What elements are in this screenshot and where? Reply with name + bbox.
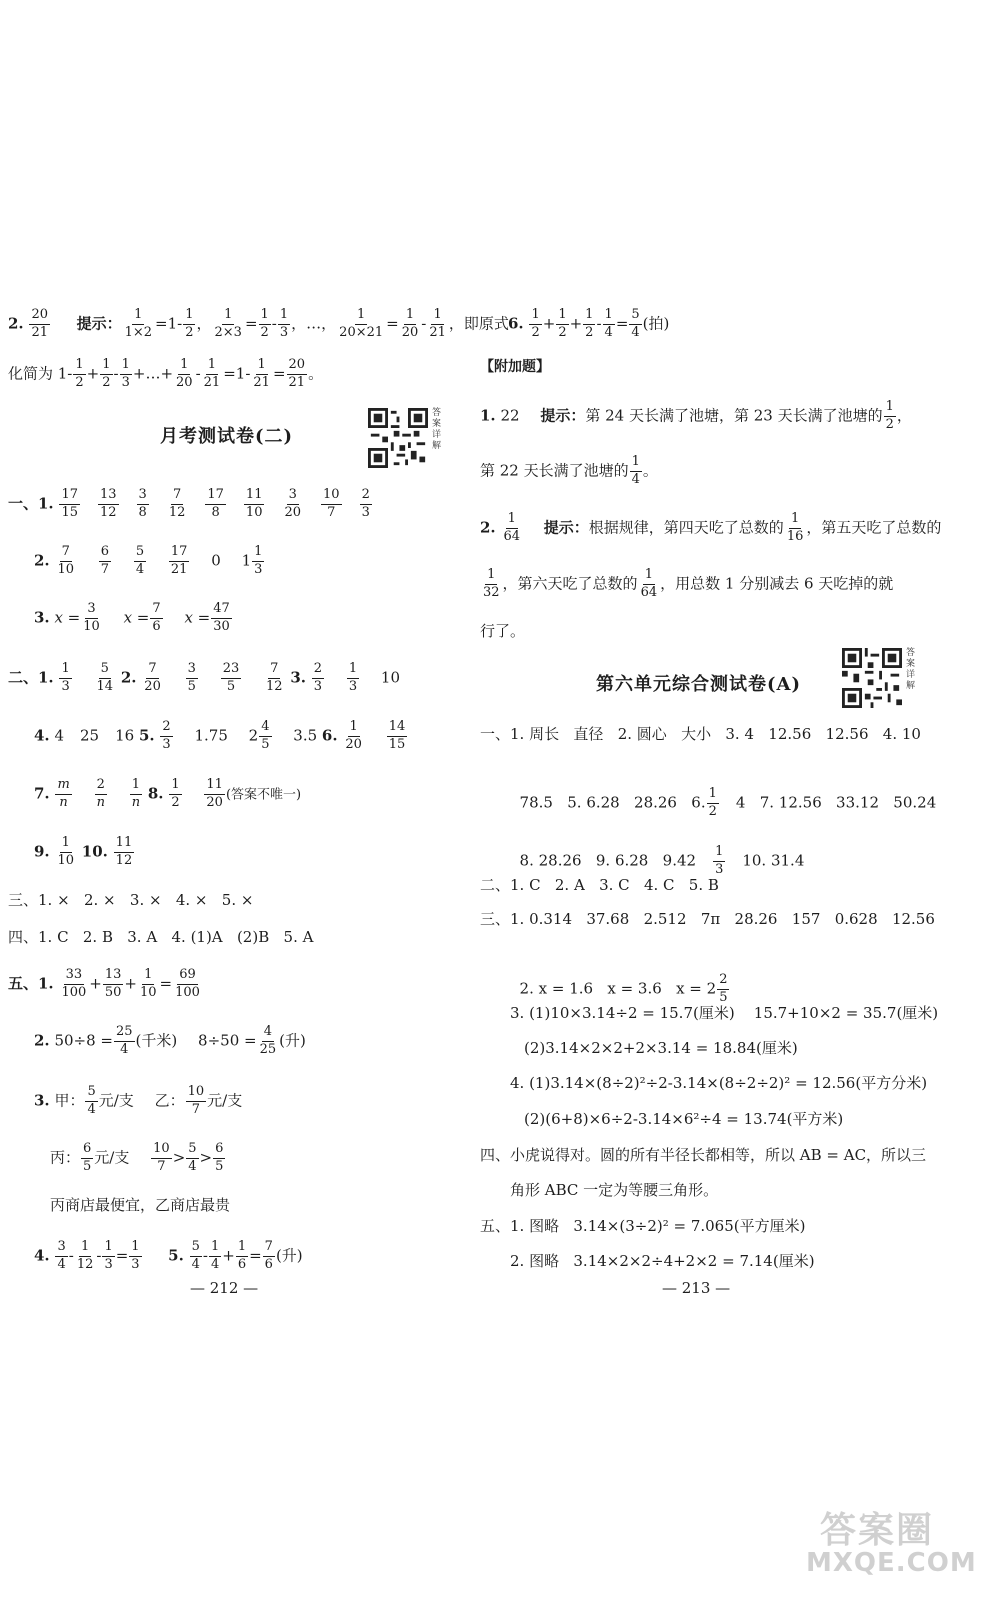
s2-q1: 二、1. $\frac{1}{3}$ $\frac{5}{14}$ 2. $\frac{7}{20}$ $\frac{3}{5}$ $\frac{23}{5}$ $\frac{7}{12}$ 3. $\frac{2}{3}$ $\frac{1}{3}$ 10 bbox=[8, 661, 401, 694]
qr-caption: 答案详解 bbox=[432, 408, 442, 451]
s4-answers: 四、1. C 2. B 3. A 4. (1)A (2)B 5. A bbox=[8, 928, 314, 946]
answer-2-simplify: 化简为 1- $\frac{1}{2}$ + $\frac{1}{2}$ - $\frac{1}{3}$ +…+ $\frac{1}{20}$ - $\frac{1}{21}$ =1- $\frac{1}{21}$ = $\frac{20}{21}$ 。 bbox=[8, 357, 324, 390]
r1-line3: 8. 28.26 9. 6.28 9.42 $\frac{1}{3}$ 10. 31.4 bbox=[519, 844, 805, 877]
fraction: $\frac{3}{20}$ bbox=[284, 487, 302, 520]
s5-q4-q5: 4. $\frac{3}{4}$ - $\frac{1}{12}$ - $\frac{1}{3}$ = $\frac{1}{3}$ 5. $\frac{5}{4}$ - $\frac{1}{4}$ + $\frac{1}{6}$ = $\frac{7}{6}$ (升) bbox=[34, 1239, 303, 1272]
r3-line1: 三、1. 0.314 37.68 2.512 7π 28.26 157 0.628 12.56 bbox=[480, 910, 935, 928]
r3-line3: 3. (1)10×3.14÷2 = 15.7(厘米) 15.7+10×2 = 35.7(厘米) bbox=[510, 1004, 939, 1022]
r-answer-6: 6. $\frac{1}{2}$ + $\frac{1}{2}$ + $\frac{1}{2}$ - $\frac{1}{4}$ = $\frac{5}{4}$ (拍) bbox=[508, 307, 670, 340]
page-number-left: — 212 — bbox=[190, 1279, 259, 1297]
fraction: $\frac{11}{10}$ bbox=[245, 487, 263, 520]
page-number-right: — 213 — bbox=[662, 1279, 731, 1297]
fraction: $\frac{17}{15}$ bbox=[61, 487, 78, 520]
s5-q1: 五、1. $\frac{33}{100}$ + $\frac{13}{50}$ + $\frac{1}{10}$ = $\frac{69}{100}$ bbox=[8, 967, 200, 1000]
r4-line1: 四、小虎说得对。圆的所有半径长都相等，所以 AB = AC，所以三 bbox=[480, 1146, 927, 1164]
s5-q3: 3. 甲： $\frac{5}{4}$ 元/支 乙： $\frac{10}{7}$ 元/支 bbox=[34, 1084, 243, 1117]
answer-2-hint: 2. $\frac{20}{21}$ 提示： $\frac{1}{1\times 2}$ =1- $\frac{1}{2}$ ， $\frac{1}{2\times 3}$ = $\frac{1}{2}$ - $\frac{1}{3}$ ，…， $\frac{1}{20\times 21}$ = $\frac{1}{20}$ - $\frac{1}{21}$ ，即原式 bbox=[8, 307, 509, 340]
extra-questions-heading: 【附加题】 bbox=[480, 359, 550, 375]
s5-q3-compare: 丙： $\frac{6}{5}$ 元/支 $\frac{10}{7}$ > $\frac{5}{4}$ > $\frac{6}{5}$ bbox=[50, 1141, 224, 1174]
s1-q2: 2. $\frac{7}{10}$ $\frac{6}{7}$ $\frac{5}{4}$ $\frac{17}{21}$ 0 1 $\frac{1}{3}$ bbox=[34, 544, 263, 577]
fraction: $\frac{3}{8}$ bbox=[138, 487, 147, 520]
extra-q2: 2. $\frac{1}{64}$ 提示：根据规律，第四天吃了总数的 $\frac{1}{16}$ ，第五天吃了总数的 bbox=[480, 511, 942, 544]
r1-line1: 一、1. 周长 直径 2. 圆心 大小 3. 4 12.56 12.56 4. 10 bbox=[480, 725, 921, 743]
section-title-unit6-test-a: 第六单元综合测试卷(A) bbox=[596, 674, 801, 695]
fraction: $\frac{7}{12}$ bbox=[168, 487, 186, 520]
r5-line1: 五、1. 图略 3.14×(3÷2)² = 7.065(平方厘米) bbox=[480, 1217, 806, 1235]
qr-caption: 答案详解 bbox=[906, 648, 916, 691]
extra-q2-end: 行了。 bbox=[480, 622, 526, 640]
s1-q3: 3. x = $\frac{3}{10}$ x = $\frac{7}{6}$ x = $\frac{47}{30}$ bbox=[34, 601, 230, 634]
s2-q4: 4. 4 25 16 5. $\frac{2}{3}$ 1.75 2 $\frac{4}{5}$ 3.5 6. $\frac{1}{20}$ $\frac{14}{15}$ bbox=[34, 719, 406, 752]
r3-line4b: (2)(6+8)×6÷2-3.14×6²÷4 = 13.74(平方米) bbox=[524, 1110, 844, 1128]
s5-q3-conclusion: 丙商店最便宜，乙商店最贵 bbox=[50, 1196, 231, 1214]
extra-q1: 1. 22 提示：第 24 天长满了池塘，第 23 天长满了池塘的 $\frac{1}{2}$ ， bbox=[480, 399, 912, 432]
r1-line2: 78.5 5. 6.28 28.26 6. $\frac{1}{2}$ 4 7. 12.56 33.12 50.24 bbox=[519, 786, 937, 819]
s5-q2: 2. 50÷8 = $\frac{25}{4}$ (千米) 8÷50 = $\frac{4}{25}$ (升) bbox=[34, 1024, 306, 1057]
section-title-monthly-test-2: 月考测试卷(二) bbox=[160, 426, 294, 447]
watermark-url: MXQE.COM bbox=[806, 1548, 977, 1578]
r5-line2: 2. 图略 3.14×2×2÷4+2×2 = 7.14(厘米) bbox=[510, 1252, 815, 1270]
qr-code-icon bbox=[368, 408, 428, 468]
fraction: $\frac{17}{8}$ bbox=[207, 487, 224, 520]
s2-q7: 7. $\frac{m}{n}$ $\frac{2}{n}$ $\frac{1}{n}$ 8. $\frac{1}{2}$ $\frac{11}{20}$ (答案不唯一) bbox=[34, 777, 302, 810]
fraction: $\frac{10}{7}$ bbox=[323, 487, 340, 520]
r3-line4: 4. (1)3.14×(8÷2)²÷2-3.14×(8÷2÷2)² = 12.56(平方分米) bbox=[510, 1074, 928, 1092]
extra-q2-cont: $\frac{1}{32}$ ，第六天吃了总数的 $\frac{1}{64}$ ，用总数 1 分别减去 6 天吃掉的就 bbox=[483, 567, 894, 600]
fraction: $\frac{13}{12}$ bbox=[100, 487, 117, 520]
watermark-logo: 答案圈 bbox=[820, 1510, 935, 1551]
extra-q1-cont: 第 22 天长满了池塘的 $\frac{1}{4}$ 。 bbox=[480, 454, 658, 487]
s3-answers: 三、1. × 2. × 3. × 4. × 5. × bbox=[8, 891, 254, 909]
fraction: $\frac{2}{3}$ bbox=[361, 487, 370, 520]
r3-line3b: (2)3.14×2×2+2×3.14 = 18.84(厘米) bbox=[524, 1039, 798, 1057]
r4-line2: 角形 ABC 一定为等腰三角形。 bbox=[510, 1181, 719, 1199]
r2-answers: 二、1. C 2. A 3. C 4. C 5. B bbox=[480, 876, 719, 894]
r3-line2: 2. x = 1.6 x = 3.6 x = 2 $\frac{2}{5}$ bbox=[519, 972, 728, 1005]
s1-q1: 一、1. $\frac{17}{15}$ $\frac{13}{12}$ $\frac{3}{8}$ $\frac{7}{12}$ $\frac{17}{8}$ $\frac{11}{10}$ $\frac{3}{20}$ $\frac{10}{7}$ $\frac{2}{3}$ bbox=[8, 487, 370, 520]
qr-code-icon bbox=[842, 648, 902, 708]
s2-q9: 9. $\frac{1}{10}$ 10. $\frac{11}{12}$ bbox=[34, 835, 133, 868]
fraction: $\frac{20}{21}$ bbox=[31, 307, 48, 340]
